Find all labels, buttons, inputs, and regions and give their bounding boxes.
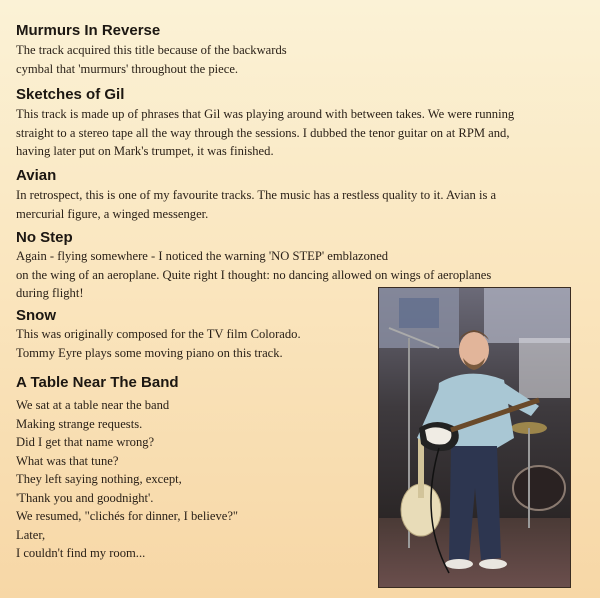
section-body-snow: This was originally composed for the TV film Colorado. Tommy Eyre plays some moving piano on this track. — [16, 327, 301, 360]
section-title-no-step: No Step — [16, 229, 73, 246]
section-title-snow: Snow — [16, 307, 56, 324]
section-body-sketches: This track is made up of phrases that Gil was playing around with between takes. We were running straight to a stereo tape all the way through the sessions. I dubbed the tenor guitar on at RPM and, having later put on Mark's trumpet, it was finished. — [16, 107, 515, 158]
guitarist-photo — [378, 287, 571, 588]
section-body-no-step: Again - flying somewhere - I noticed the warning 'NO STEP' emblazoned on the wing of an aeroplane. Quite right I thought: no dancing allowed on wings of aeroplanes during flight! — [16, 249, 492, 300]
section-title-sketches: Sketches of Gil — [16, 86, 125, 103]
section-title-table-near-band: A Table Near The Band — [16, 374, 179, 391]
poem-table-near-band: We sat at a table near the band Making strange requests. Did I get that name wrong? What was that tune? They left saying nothing, except, 'Thank you and goodnight'. We resumed, "clichés for dinner, I believe?" Later, I couldn't find my room... — [16, 398, 239, 560]
section-title-avian: Avian — [16, 167, 57, 184]
section-body-murmurs: The track acquired this title because of the backwards cymbal that 'murmurs' throughout the piece. — [16, 43, 287, 76]
section-body-avian: In retrospect, this is one of my favourite tracks. The music has a restless quality to it. Avian is a mercurial figure, a winged messenger. — [16, 188, 497, 221]
section-title-murmurs: Murmurs In Reverse — [16, 22, 161, 39]
